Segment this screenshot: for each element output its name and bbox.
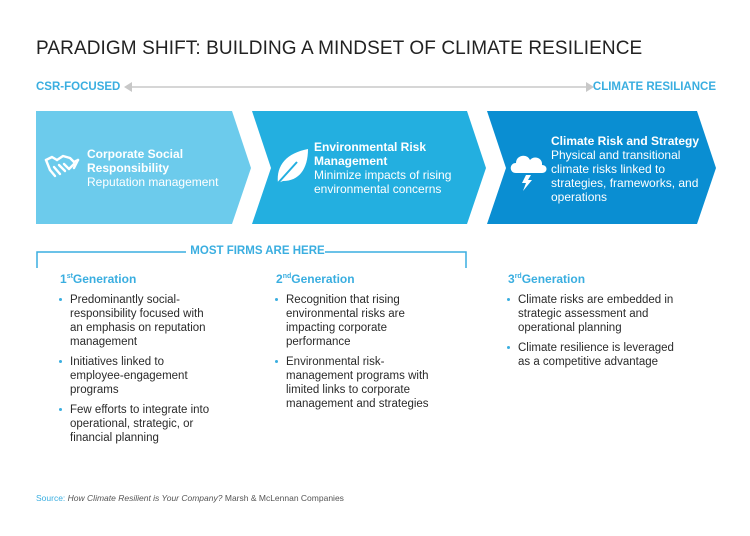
list-item: Environmental risk-management programs with limited links to corporate management and strategies [274,355,434,411]
generation-1-ordinal: 1 [60,272,67,286]
generation-3-heading [508,272,585,286]
bracket-label: MOST FIRMS ARE HERE [190,245,325,257]
stage-3-heading: Climate Risk and Strategy [551,134,700,148]
generation-3-label: Generation [521,272,586,286]
list-item: Climate resilience is leveraged as a competitive advantage [506,341,676,369]
stage-2-description: Minimize impacts of rising environmental concerns [314,168,452,196]
stage-1-text [87,147,237,189]
list-item: Recognition that rising environmental risks are impacting corporate performance [274,293,434,349]
stage-3-description: Physical and transitional climate risks linked to strategies, frameworks, and operations [551,148,699,204]
scale-left-label: CSR-FOCUSED [36,81,121,93]
generation-1-label: Generation [72,272,137,286]
page-title: PARADIGM SHIFT: BUILDING A MINDSET OF CLIMATE RESILIENCE [36,38,643,59]
source-label: Source: [36,493,66,503]
list-item: Initiatives linked to employee-engagement programs [58,355,218,397]
generation-2-label: Generation [291,272,355,286]
stage-1-heading: Corporate Social Responsibility [87,147,184,175]
generation-2-list [274,293,434,417]
generation-3-suffix: rd [514,273,522,280]
source-note [36,493,344,503]
generation-3-ordinal: 3 [508,272,515,286]
double-arrow-icon [124,81,594,93]
source-title: How Climate Resilient is Your Company? [67,493,223,503]
stage-2-text [314,140,489,196]
generation-2-heading [276,272,355,286]
generation-1-list [58,293,218,451]
stage-2-heading: Environmental Risk Management [314,140,427,168]
generation-2-suffix: nd [282,273,292,280]
generation-3-list [506,293,676,375]
scale-right-label: CLIMATE RESILIANCE [592,81,716,93]
list-item: Climate risks are embedded in strategic assessment and operational planning [506,293,676,335]
source-org: Marsh & McLennan Companies [224,493,344,503]
generation-2-ordinal: 2 [276,272,283,286]
list-item: Predominantly social-responsibility focused with an emphasis on reputation management [58,293,218,349]
list-item: Few efforts to integrate into operational, strategic, or financial planning [58,403,218,445]
generation-1-suffix: st [66,273,73,280]
stage-3-text [551,134,716,204]
generation-1-heading [60,272,136,286]
stage-1-description: Reputation management [87,175,219,189]
